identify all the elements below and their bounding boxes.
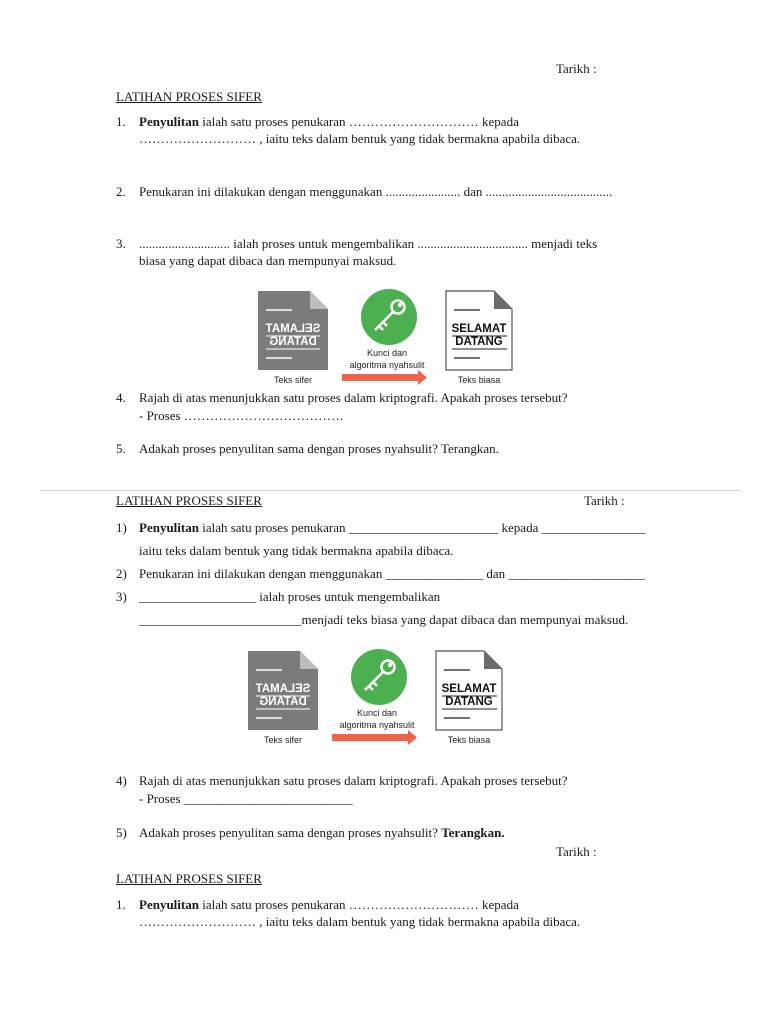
term-penyulitan: Penyulitan: [139, 897, 199, 912]
arrow-icon: [342, 370, 427, 385]
question-text: Adakah proses penyulitan sama dengan proses nyahsulit?: [139, 825, 438, 840]
question-3-line-2: biasa yang dapat dibaca dan mempunyai maksud.: [139, 253, 397, 268]
term-terangkan: Terangkan.: [441, 825, 505, 840]
plain-caption: Teks biasa: [457, 375, 501, 385]
question-number: 4): [116, 773, 127, 788]
plain-caption: Teks biasa: [447, 735, 491, 745]
cipher-caption: Teks sifer: [273, 375, 313, 385]
question-1-line-1: [139, 897, 519, 913]
decryption-diagram: [250, 286, 540, 392]
question-number: 2): [116, 566, 127, 581]
question-2: Penukaran ini dilakukan dengan menggunakan _______________ dan _____________________: [139, 566, 645, 581]
question-number: 3): [116, 589, 127, 604]
question-number: 1): [116, 520, 127, 535]
question-1-line-2: ……………………… , iaitu teks dalam bentuk yang tidak bermakna apabila dibaca.: [139, 131, 581, 146]
term-penyulitan: Penyulitan: [139, 520, 199, 535]
question-number: 1.: [116, 897, 126, 912]
section-title: LATIHAN PROSES SIFER: [116, 871, 262, 886]
question-1-line-2: iaitu teks dalam bentuk yang tidak bermakna apabila dibaca.: [139, 543, 454, 558]
question-5: Adakah proses penyulitan sama dengan proses nyahsulit? Terangkan.: [139, 441, 499, 456]
plain-text-line-1: SELAMAT: [441, 683, 497, 695]
key-label-line-1: Kunci dan: [356, 708, 398, 718]
term-penyulitan: Penyulitan: [139, 114, 199, 129]
question-1-line-1: [139, 114, 519, 130]
cipher-text-line-2: DATANG: [269, 336, 317, 348]
question-number: 3.: [116, 236, 126, 251]
question-1-line-1: [139, 520, 646, 536]
question-3-line-1: ............................ ialah proses untuk mengembalikan .................................. menjadi teks: [139, 236, 598, 251]
key-label-line-2: algoritma nyahsulit: [349, 360, 425, 370]
decryption-diagram: [240, 646, 530, 752]
question-4-line-2: - Proses __________________________: [139, 791, 353, 806]
plain-text-line-2: DATANG: [445, 696, 493, 708]
cipher-text-line-1: SELAMAT: [265, 323, 321, 335]
section-title: LATIHAN PROSES SIFER: [116, 89, 262, 104]
question-4-line-2: - Proses ……………………………….: [139, 408, 344, 423]
question-number: 5.: [116, 441, 126, 456]
question-text: ialah satu proses penukaran ………………………… kepada: [202, 897, 519, 912]
date-label: Tarikh :: [556, 61, 597, 76]
question-number: 4.: [116, 390, 126, 405]
arrow-icon: [332, 730, 417, 745]
cipher-text-line-2: DATANG: [259, 696, 307, 708]
date-label: Tarikh :: [556, 844, 597, 859]
question-4-line-1: Rajah di atas menunjukkan satu proses dalam kriptografi. Apakah proses tersebut?: [139, 390, 568, 405]
key-label-line-2: algoritma nyahsulit: [339, 720, 415, 730]
question-4-line-1: Rajah di atas menunjukkan satu proses dalam kriptografi. Apakah proses tersebut?: [139, 773, 568, 788]
section-divider: [40, 490, 740, 491]
key-label-line-1: Kunci dan: [366, 348, 408, 358]
plain-text-line-1: SELAMAT: [451, 323, 507, 335]
question-number: 1.: [116, 114, 126, 129]
question-text: ialah satu proses penukaran ………………………… kepada: [202, 114, 519, 129]
question-3-line-1: __________________ ialah proses untuk mengembalikan: [139, 589, 441, 604]
plain-text-line-2: DATANG: [455, 336, 503, 348]
date-label: Tarikh :: [584, 493, 625, 508]
question-5: [139, 825, 505, 841]
cipher-text-line-1: SELAMAT: [255, 683, 311, 695]
question-number: 5): [116, 825, 127, 840]
section-title: LATIHAN PROSES SIFER: [116, 493, 262, 508]
question-number: 2.: [116, 184, 126, 199]
cipher-caption: Teks sifer: [263, 735, 303, 745]
question-1-line-2: ……………………… , iaitu teks dalam bentuk yang tidak bermakna apabila dibaca.: [139, 914, 581, 929]
question-2: Penukaran ini dilakukan dengan menggunakan ....................... dan .......................................: [139, 184, 613, 199]
question-3-line-2: _________________________menjadi teks biasa yang dapat dibaca dan mempunyai maksud.: [139, 612, 629, 627]
question-text: ialah satu proses penukaran _______________________ kepada ________________: [202, 520, 646, 535]
